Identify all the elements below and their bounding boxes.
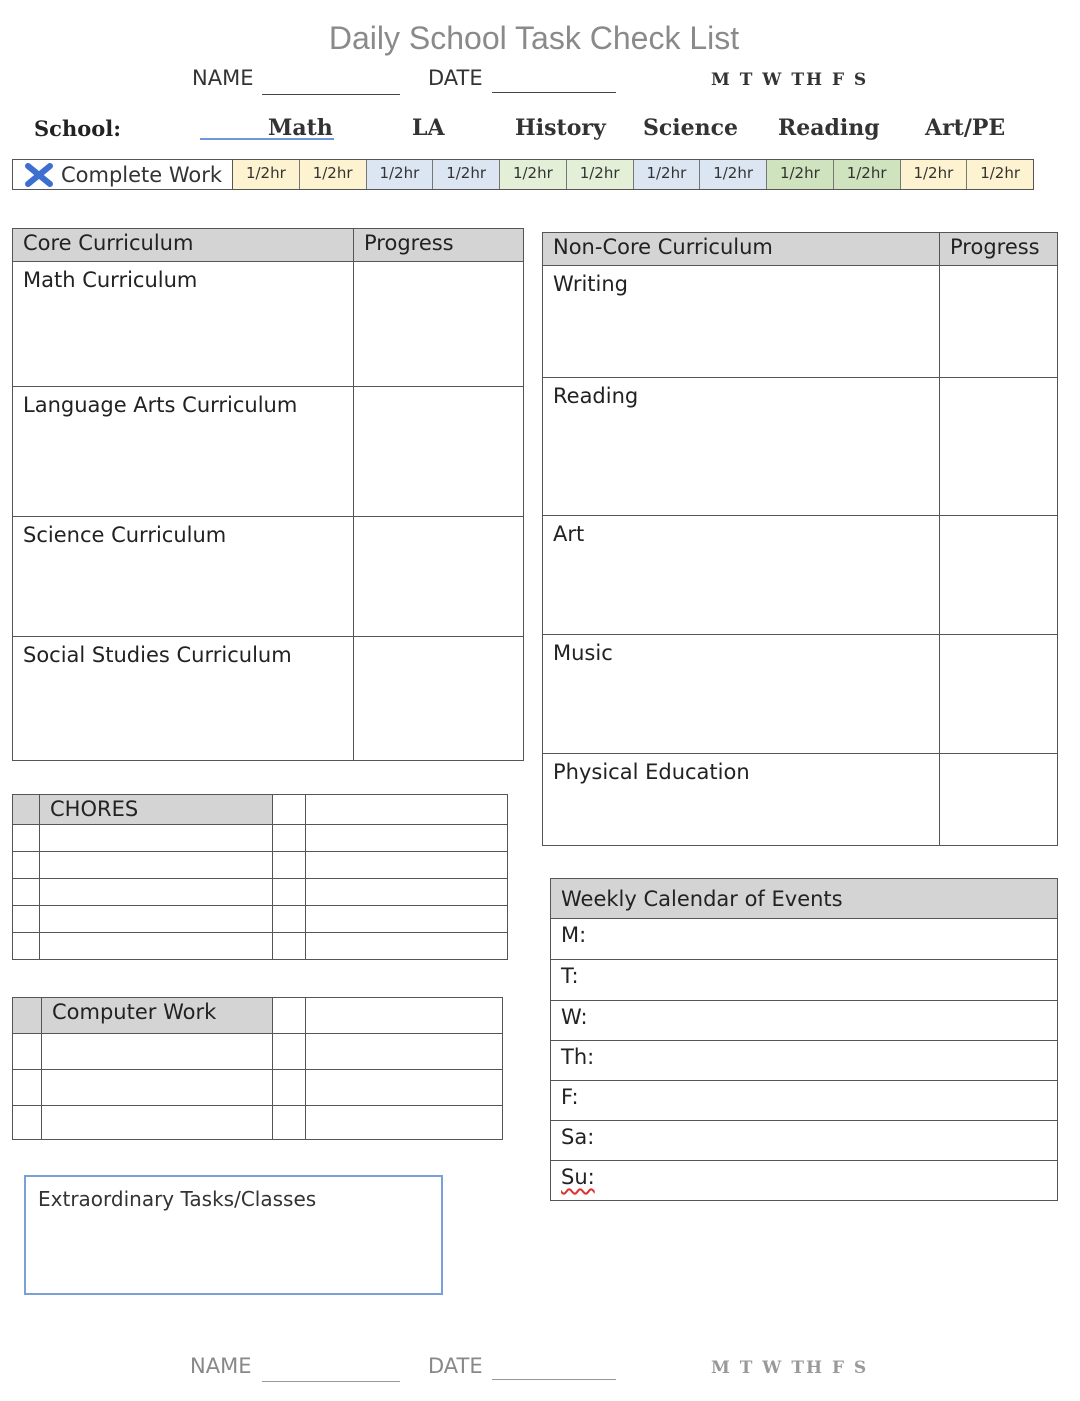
core-curriculum-table [12, 228, 524, 761]
core-progress-header: Progress [354, 229, 524, 262]
core-row-label: Math Curriculum [13, 262, 354, 387]
noncore-header: Non-Core Curriculum [543, 233, 940, 266]
progress-cell[interactable] [354, 517, 524, 637]
computer-item[interactable] [42, 1106, 273, 1140]
chores-header: CHORES [40, 795, 273, 825]
calendar-day-friday[interactable]: F: [551, 1081, 1058, 1121]
core-row-label: Language Arts Curriculum [13, 387, 354, 517]
calendar-day-tuesday[interactable]: T: [551, 960, 1058, 1001]
half-hour-cell[interactable]: 1/2hr [500, 160, 567, 189]
computer-note[interactable] [306, 1106, 503, 1140]
footer-weekday-selector[interactable]: M T W TH F S [711, 1358, 869, 1378]
chore-check[interactable] [13, 906, 40, 933]
computer-notes-cell [306, 998, 503, 1034]
chores-notes-cell [306, 795, 508, 825]
footer-name-field[interactable] [262, 1381, 400, 1382]
calendar-day-sunday[interactable]: Su: [551, 1161, 1058, 1201]
noncore-row-label: Reading [543, 378, 940, 516]
half-hour-cell[interactable]: 1/2hr [367, 160, 434, 189]
chore-item[interactable] [40, 852, 273, 879]
half-hour-cell[interactable]: 1/2hr [767, 160, 834, 189]
progress-cell[interactable] [940, 516, 1058, 635]
computer-note[interactable] [306, 1070, 503, 1106]
x-mark-icon [25, 163, 53, 187]
extraordinary-tasks-box[interactable] [24, 1175, 443, 1295]
chore-item[interactable] [40, 933, 273, 960]
weekday-selector[interactable]: M T W TH F S [711, 70, 869, 90]
half-hour-cell[interactable]: 1/2hr [433, 160, 500, 189]
progress-cell[interactable] [354, 387, 524, 517]
half-hour-cell[interactable]: 1/2hr [300, 160, 367, 189]
date-label: DATE [428, 66, 483, 90]
half-hour-cell[interactable]: 1/2hr [233, 160, 300, 189]
chore-check[interactable] [13, 825, 40, 852]
computer-note[interactable] [306, 1034, 503, 1070]
subject-history: History [515, 115, 606, 141]
chores-table [12, 794, 508, 960]
computer-work-table [12, 997, 503, 1140]
subject-math: Math [268, 115, 333, 141]
half-hour-cell[interactable]: 1/2hr [567, 160, 634, 189]
name-label: NAME [192, 66, 254, 90]
chore-note[interactable] [306, 879, 508, 906]
computer-check[interactable] [13, 1106, 42, 1140]
footer-date-field[interactable] [492, 1379, 616, 1380]
chore-mark[interactable] [273, 879, 306, 906]
progress-cell[interactable] [354, 262, 524, 387]
chore-mark[interactable] [273, 852, 306, 879]
chore-item[interactable] [40, 825, 273, 852]
computer-mid-cell [273, 998, 306, 1034]
progress-cell[interactable] [940, 754, 1058, 846]
subject-reading: Reading [778, 115, 880, 141]
computer-mark[interactable] [273, 1106, 306, 1140]
computer-item[interactable] [42, 1034, 273, 1070]
chores-check-header [13, 795, 40, 825]
calendar-day-wednesday[interactable]: W: [551, 1001, 1058, 1041]
complete-work-label: Complete Work [61, 162, 223, 187]
chore-check[interactable] [13, 852, 40, 879]
chore-note[interactable] [306, 852, 508, 879]
core-row-label: Social Studies Curriculum [13, 637, 354, 761]
calendar-header: Weekly Calendar of Events [551, 879, 1058, 919]
date-field[interactable] [492, 92, 616, 93]
subject-art-pe: Art/PE [925, 115, 1006, 141]
weekly-calendar-table [550, 878, 1058, 1201]
progress-cell[interactable] [940, 635, 1058, 754]
calendar-day-thursday[interactable]: Th: [551, 1041, 1058, 1081]
core-header: Core Curriculum [13, 229, 354, 262]
progress-cell[interactable] [940, 266, 1058, 378]
noncore-row-label: Physical Education [543, 754, 940, 846]
noncore-row-label: Writing [543, 266, 940, 378]
calendar-day-saturday[interactable]: Sa: [551, 1121, 1058, 1161]
chore-note[interactable] [306, 825, 508, 852]
computer-check-header [13, 998, 42, 1034]
progress-cell[interactable] [940, 378, 1058, 516]
chore-item[interactable] [40, 879, 273, 906]
computer-check[interactable] [13, 1070, 42, 1106]
half-hour-cell[interactable]: 1/2hr [834, 160, 901, 189]
chore-mark[interactable] [273, 825, 306, 852]
subject-la: LA [412, 115, 445, 141]
computer-item[interactable] [42, 1070, 273, 1106]
progress-cell[interactable] [354, 637, 524, 761]
chores-mid-cell [273, 795, 306, 825]
chore-note[interactable] [306, 933, 508, 960]
chore-note[interactable] [306, 906, 508, 933]
chore-mark[interactable] [273, 933, 306, 960]
extraordinary-tasks-label: Extraordinary Tasks/Classes [38, 1187, 317, 1211]
name-field[interactable] [262, 94, 400, 95]
footer-name-label: NAME [190, 1354, 252, 1378]
page-title: Daily School Task Check List [328, 20, 740, 56]
complete-work-row [12, 159, 1034, 190]
footer-date-label: DATE [428, 1354, 483, 1378]
chore-item[interactable] [40, 906, 273, 933]
half-hour-cell[interactable]: 1/2hr [634, 160, 701, 189]
computer-mark[interactable] [273, 1034, 306, 1070]
computer-mark[interactable] [273, 1070, 306, 1106]
noncore-row-label: Music [543, 635, 940, 754]
computer-check[interactable] [13, 1034, 42, 1070]
calendar-day-monday[interactable]: M: [551, 919, 1058, 960]
half-hour-cell[interactable]: 1/2hr [967, 160, 1033, 189]
noncore-curriculum-table [542, 232, 1058, 846]
half-hour-cell[interactable]: 1/2hr [901, 160, 968, 189]
chore-check[interactable] [13, 879, 40, 906]
noncore-row-label: Art [543, 516, 940, 635]
core-row-label: Science Curriculum [13, 517, 354, 637]
school-label: School: [34, 116, 121, 141]
chore-check[interactable] [13, 933, 40, 960]
noncore-progress-header: Progress [940, 233, 1058, 266]
complete-work-cell [13, 160, 233, 189]
half-hour-cell[interactable]: 1/2hr [700, 160, 767, 189]
computer-work-header: Computer Work [42, 998, 273, 1034]
chore-mark[interactable] [273, 906, 306, 933]
subject-science: Science [643, 115, 739, 141]
